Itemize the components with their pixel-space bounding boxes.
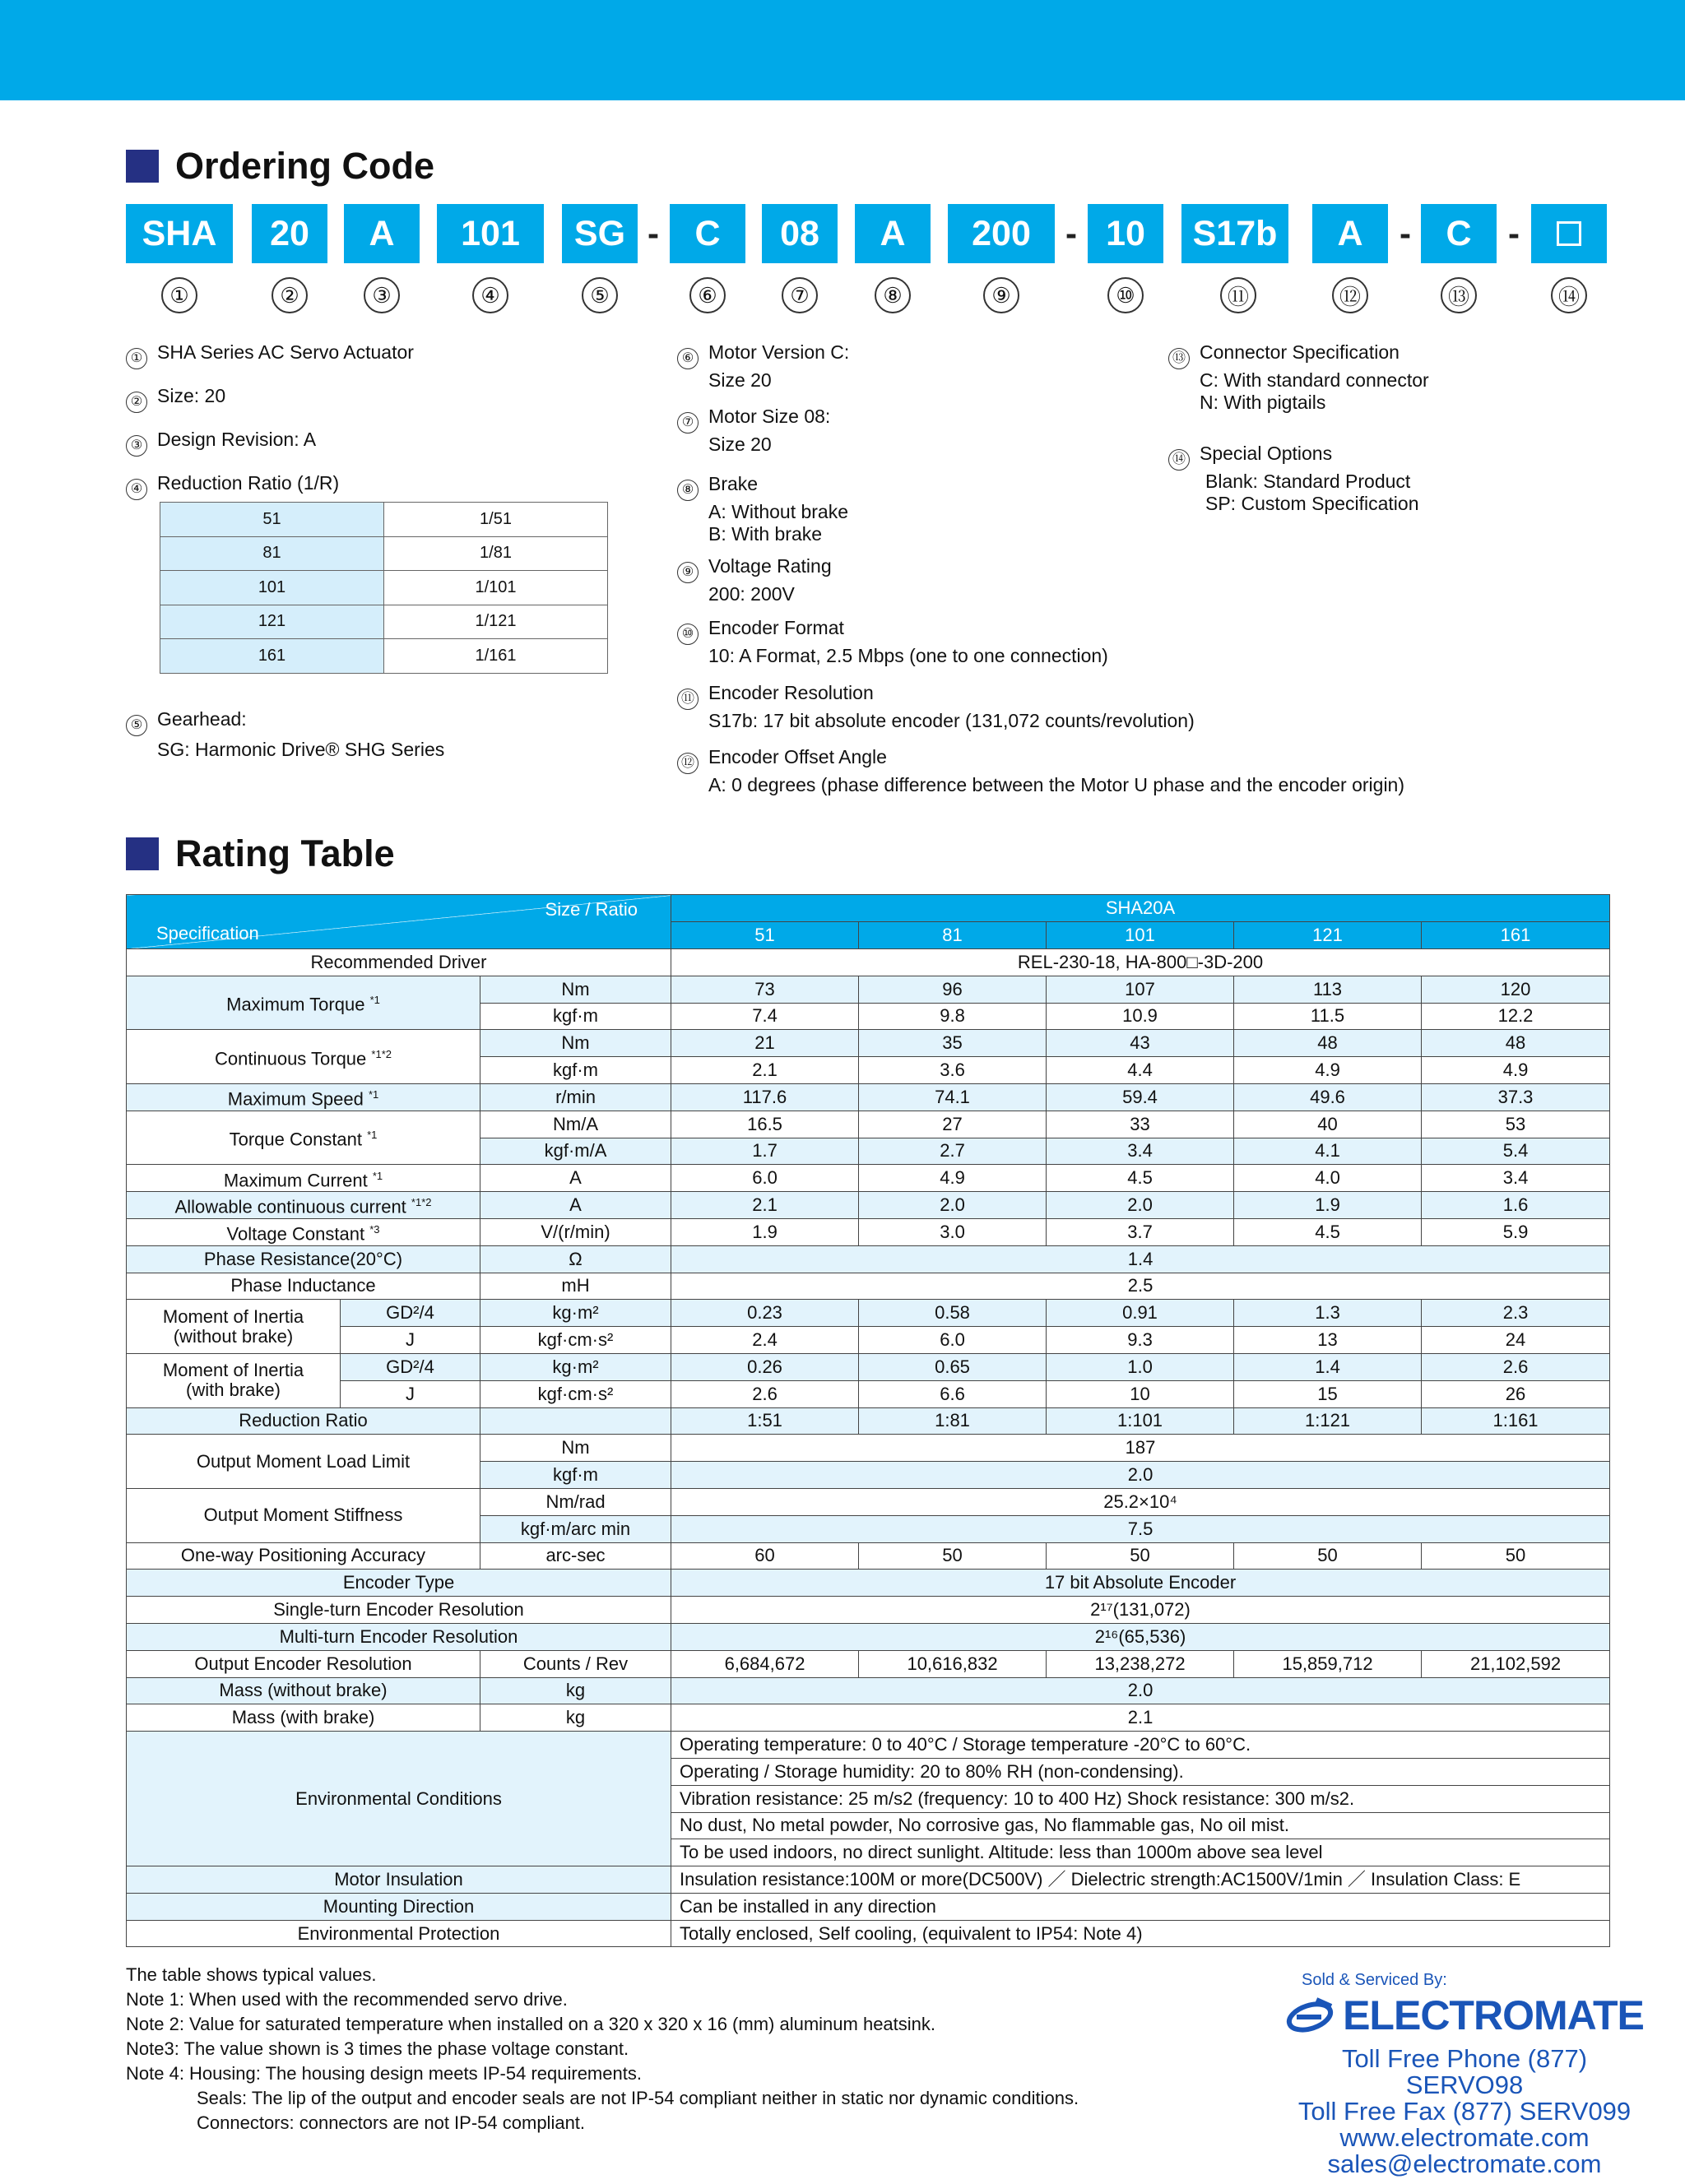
code-box: A bbox=[344, 204, 420, 263]
code-box: A bbox=[1312, 204, 1388, 263]
desc-11: ⑪ Encoder Resolution S17b: 17 bit absolute encoder (131,072 counts/revolution) bbox=[677, 682, 1195, 732]
desc-9: ⑨ Voltage Rating 200: 200V bbox=[677, 555, 832, 605]
code-number: ④ bbox=[472, 277, 508, 313]
code-box: 08 bbox=[762, 204, 838, 263]
code-number: ⑬ bbox=[1441, 277, 1477, 313]
code-box: 10 bbox=[1088, 204, 1163, 263]
desc-6: ⑥ Motor Version C: Size 20 bbox=[677, 341, 849, 392]
code-number: ⑧ bbox=[875, 277, 911, 313]
code-box: 101 bbox=[437, 204, 544, 263]
code-separator: - bbox=[1400, 214, 1411, 253]
desc-14: ⑭ Special Options Blank: Standard Product SP: Custom Specification bbox=[1168, 443, 1419, 515]
code-box: SHA bbox=[126, 204, 233, 263]
code-box: C bbox=[1421, 204, 1497, 263]
code-number: ⑤ bbox=[582, 277, 618, 313]
contact-block: Sold & Serviced By: ELECTROMATE Toll Free Phone (877) SERVO98 Toll Free Fax (877) SERV099 www.electromate.com sales@electromate.com bbox=[1283, 1971, 1646, 2177]
code-number: ① bbox=[161, 277, 197, 313]
electromate-logo: ELECTROMATE bbox=[1283, 1992, 1646, 2039]
logo-icon bbox=[1285, 1996, 1335, 2034]
desc-8: ⑧ Brake A: Without brake B: With brake bbox=[677, 473, 848, 545]
code-box: S17b bbox=[1181, 204, 1288, 263]
reduction-ratio-table: 51 1/51 81 1/81 101 1/101 121 1/121 161 1/161 bbox=[160, 502, 608, 674]
desc-3: ③ Design Revision: A bbox=[126, 429, 316, 457]
desc-10: ⑩ Encoder Format 10: A Format, 2.5 Mbps (one to one connection) bbox=[677, 617, 1108, 667]
code-separator: - bbox=[1508, 214, 1520, 253]
code-number: ⑫ bbox=[1332, 277, 1368, 313]
code-box-empty bbox=[1531, 204, 1607, 263]
desc-5: ⑤ Gearhead: SG: Harmonic Drive® SHG Series bbox=[126, 706, 444, 763]
code-number: ② bbox=[272, 277, 308, 313]
desc-12: ⑫ Encoder Offset Angle A: 0 degrees (phase difference between the Motor U phase and the encoder origin) bbox=[677, 746, 1404, 796]
rating-table: Size / Ratio Specification SHA20A 51 81 101 121 161 Recommended Driver REL-230-18, HA-800□-3D-200 Maximum Torque $^{*1}$ Nm 73 96 107 113 120 kgf·m 7.4 9.8 10.9 11.5 12.2 Continuous Torque $^{*1*2}$ Nm 21 35 43 48 48 kgf·m 2.1 3.6 4.4 4.9 4.9 Maximum Speed $^{*1}$ r/min 117.6 74.1 59.4 49.6 37.3 Torque Constant $^{*1}$ Nm/A 16.5 27 33 40 53 kgf·m/A 1.7 2.7 3.4 4.1 5.4 Maximum Current $^{*1}$ A 6.0 4.9 4.5 4.0 3.4 Allowable continuous current $^{*1*2}$ A 2.1 2.0 2.0 1.9 1.6 Voltage Constant $^{*3}$ V/(r/min) 1.9 3.0 3.7 4.5 5.9 Phase Resistance(20°C) Ω 1.4 Phase Inductance mH 2.5 Moment of Inertia (without brake) GD²/4 kg·m² 0.23 0.58 0.91 1.3 2.3 J kgf·cm·s² 2.4 6.0 9.3 13 24 Moment of Inertia (with brake) GD²/4 kg·m² 0.26 0.65 1.0 1.4 2.6 J kgf·cm·s² 2.6 6.6 10 15 26 Reduction Ratio 1:51 1:81 1:101 1:121 1:161 Output Moment Load Limit Nm 187 kgf·m 2.0 Output Moment Stiffness Nm/rad 25.2×10⁴ kgf·m/arc min 7.5 One-way Positioning Accuracy arc-sec 60 50 50 50 50 Encoder Type 17 bit Absolute Encoder Single-turn Encoder Resolution 2¹⁷(131,072) Multi-turn Encoder Resolution 2¹⁶(65,536) Output Encoder Resolution Counts / Rev 6,684,672 10,616,832 13,238,272 15,859,712 21,102,592 Mass (without brake) kg 2.0 Mass (with brake) kg 2.1 Environmental Conditions Operating temperature: 0 to 40°C / Storage temperature -20°C to 60°C. Operating / Storage humidity: 20 to 80% RH (non-condensing). Vibration resistance: 25 m/s2 (frequency: 10 to 400 Hz) Shock resistance: 300 m/s2. No dust, No metal powder, No corrosive gas, No flammable gas, No oil mist. To be used indoors, no direct sunlight. Altitude: less than 1000m above sea level Motor Insulation Insulation resistance:100M or more(DC500V) ／ Dielectric strength:AC1500V/1min ／ Insulation Class: E Mounting Direction Can be installed in any direction Environmental Protection Totally enclosed, Self cooling, (equivalent to IP54: Note 4) bbox=[126, 894, 1610, 1947]
code-number: ⑦ bbox=[782, 277, 818, 313]
code-number: ⑨ bbox=[983, 277, 1019, 313]
ordering-code-bar bbox=[0, 204, 1685, 263]
desc-1: ① SHA Series AC Servo Actuator bbox=[126, 341, 414, 369]
code-number: ⑪ bbox=[1220, 277, 1256, 313]
rating-table-heading: Rating Table bbox=[126, 833, 395, 874]
code-separator: - bbox=[1065, 214, 1077, 253]
notes: The table shows typical values. Note 1: When used with the recommended servo drive. Note 2: Value for saturated temperature when installed on a 320 x 320 x 16 (mm) aluminum heatsink. Note3: The value shown is 3 times the phase voltage constant. Note 4: Housing: The housing design meets IP-54 requirements. Seals: The lip of the output and encoder seals are not IP-54 compliant neither in static nor dynamic conditions. Connectors: connectors are not IP-54 compliant. bbox=[126, 1964, 1079, 2133]
ordering-code-heading: Ordering Code bbox=[126, 146, 434, 187]
header-band bbox=[0, 0, 1685, 100]
code-number: ⑩ bbox=[1107, 277, 1144, 313]
code-number: ⑥ bbox=[689, 277, 726, 313]
code-separator: - bbox=[648, 214, 659, 253]
code-box: 20 bbox=[252, 204, 327, 263]
code-box: A bbox=[855, 204, 931, 263]
desc-13: ⑬ Connector Specification C: With standard connector N: With pigtails bbox=[1168, 341, 1429, 414]
code-box: 200 bbox=[948, 204, 1055, 263]
code-number: ③ bbox=[364, 277, 400, 313]
desc-2: ② Size: 20 bbox=[126, 385, 225, 413]
code-box: SG bbox=[562, 204, 638, 263]
desc-7: ⑦ Motor Size 08: Size 20 bbox=[677, 406, 830, 456]
code-number: ⑭ bbox=[1551, 277, 1587, 313]
desc-4: ④ Reduction Ratio (1/R) bbox=[126, 472, 339, 500]
code-box: C bbox=[670, 204, 745, 263]
